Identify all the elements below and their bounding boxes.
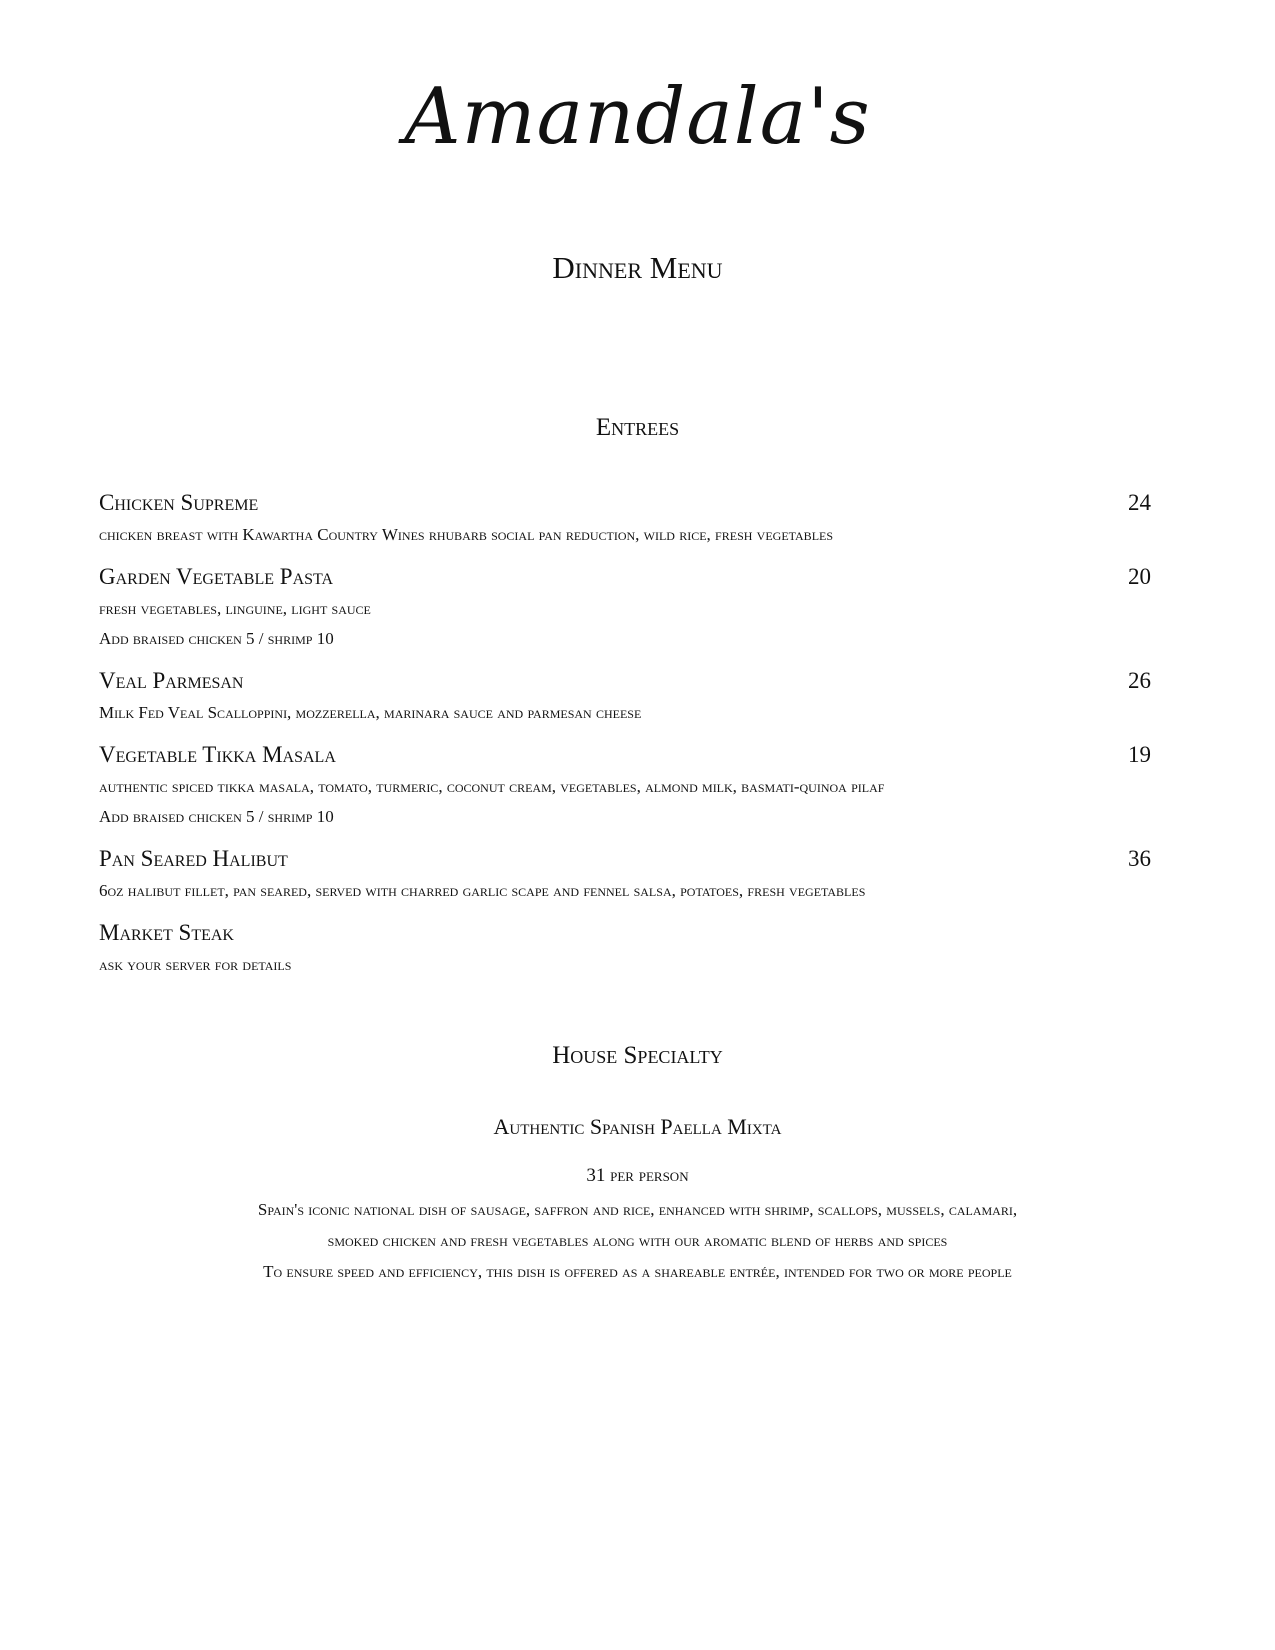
- house-specialty: [0, 1112, 1275, 1287]
- specialty-price: 31 per person: [586, 1165, 689, 1186]
- item-price: 26: [1128, 668, 1151, 693]
- item-name: Vegetable Tikka Masala: [99, 742, 336, 767]
- item-description: 6oz halibut fillet, pan seared, served with charred garlic scape and fennel salsa, potatoes, fresh vegetables: [99, 881, 866, 900]
- specialty-note: To ensure speed and efficiency, this dish is offered as a shareable entrée, intended for two or more people: [263, 1262, 1012, 1281]
- menu-item-market-steak: [99, 916, 1151, 980]
- menu-item-veal-parmesan: [99, 664, 1151, 728]
- specialty-description-line: Spain's iconic national dish of sausage, saffron and rice, enhanced with shrimp, scallops, mussels, calamari,: [257, 1200, 1018, 1219]
- item-description: fresh vegetables, linguine, light sauce: [99, 599, 371, 618]
- menu-item-garden-vegetable-pasta: [99, 560, 1151, 654]
- specialty-dish-name: Authentic Spanish Paella Mixta: [493, 1114, 782, 1139]
- menu-title: Dinner Menu: [552, 250, 723, 285]
- item-name: Pan Seared Halibut: [99, 846, 288, 871]
- menu-item-vegetable-tikka-masala: [99, 738, 1151, 832]
- item-name: Garden Vegetable Pasta: [99, 564, 334, 589]
- item-price: 19: [1128, 742, 1151, 767]
- house-specialty-heading: House Specialty: [552, 1042, 723, 1069]
- specialty-description-line: smoked chicken and fresh vegetables along with our aromatic blend of herbs and spices: [327, 1231, 948, 1250]
- item-description: ask your server for details: [99, 955, 292, 974]
- restaurant-logo: Amandala's: [404, 72, 871, 162]
- item-description: authentic spiced tikka masala, tomato, turmeric, coconut cream, vegetables, almond milk, basmati-quinoa pilaf: [99, 777, 885, 796]
- item-name: Veal Parmesan: [99, 668, 244, 693]
- item-name: Market Steak: [99, 920, 234, 945]
- entrees-list: [99, 486, 1151, 990]
- item-price: 36: [1128, 846, 1151, 871]
- item-price: 24: [1128, 490, 1151, 515]
- item-addon: Add braised chicken 5 / shrimp 10: [99, 629, 334, 648]
- menu-item-pan-seared-halibut: [99, 842, 1151, 906]
- item-name: Chicken Supreme: [99, 490, 259, 515]
- item-description: chicken breast with Kawartha Country Wines rhubarb social pan reduction, wild rice, fresh vegetables: [99, 525, 834, 544]
- item-price: 20: [1128, 564, 1151, 589]
- item-description: Milk Fed Veal Scalloppini, mozzerella, marinara sauce and parmesan cheese: [99, 703, 642, 722]
- item-addon: Add braised chicken 5 / shrimp 10: [99, 807, 334, 826]
- entrees-heading: Entrees: [595, 414, 680, 441]
- menu-item-chicken-supreme: [99, 486, 1151, 550]
